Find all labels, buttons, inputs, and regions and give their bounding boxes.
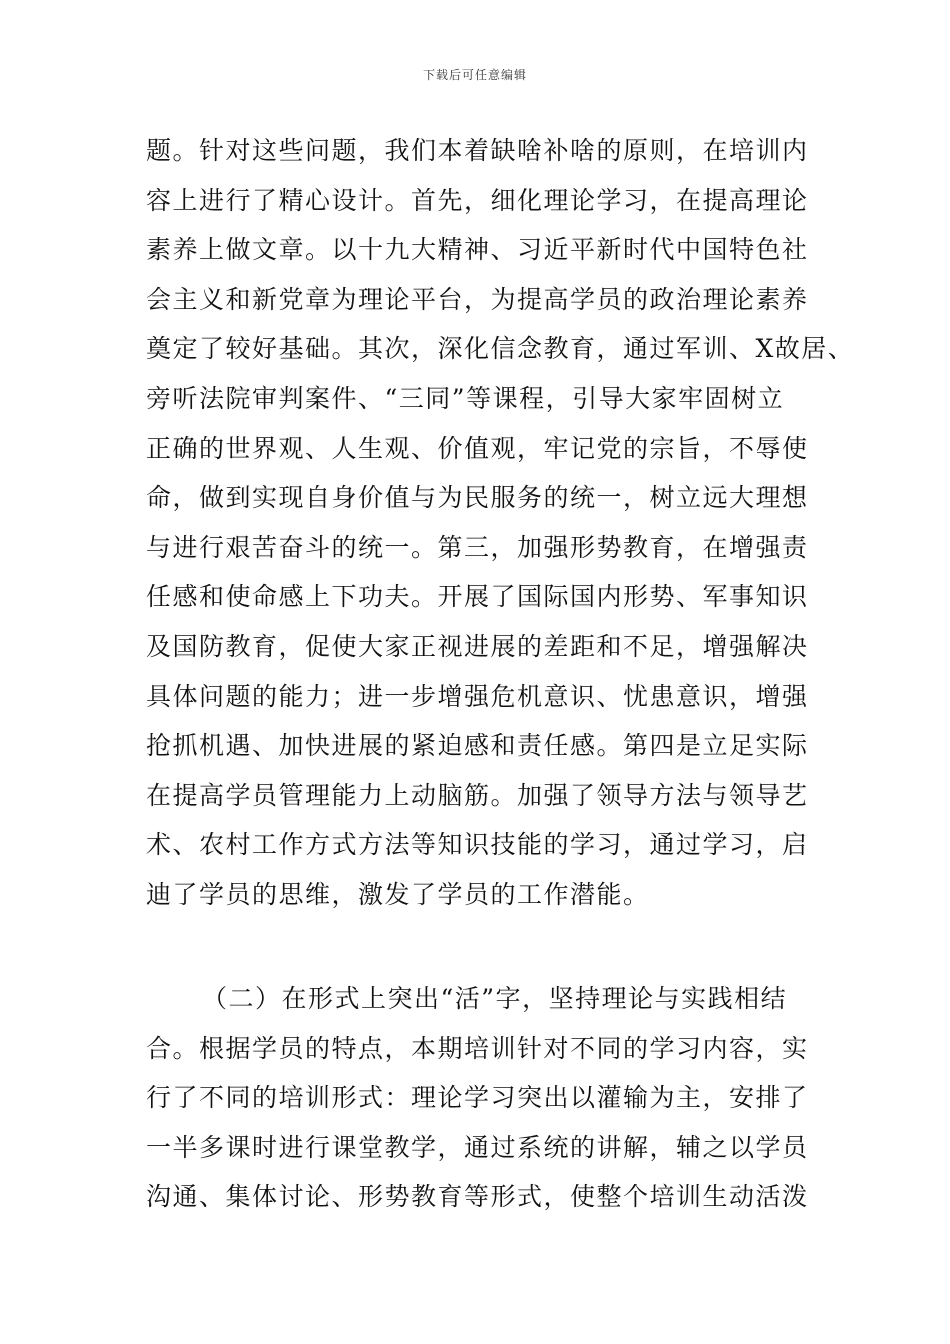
text-line: 一半多课时进行课堂教学，通过系统的讲解，辅之以学员	[146, 1132, 809, 1162]
text-line: 旁听法院审判案件、“三同”等课程，引导大家牢固树立	[146, 383, 785, 413]
text-line: （二）在形式上突出“活”字，坚持理论与实践相结	[202, 984, 788, 1013]
text-line: 迪了学员的思维，激发了学员的工作潜能。	[146, 879, 650, 909]
text-line: 命，做到实现自身价值与为民服务的统一，树立远大理想	[146, 483, 809, 513]
text-line: 容上进行了精心设计。首先，细化理论学习，在提高理论	[146, 185, 809, 215]
text-line: 及国防教育，促使大家正视进展的差距和不足，增强解决	[146, 631, 809, 661]
text-line: 抢抓机遇、加快进展的紧迫感和责任感。第四是立足实际	[146, 731, 809, 761]
header-note: 下载后可任意编辑	[422, 68, 527, 82]
text-line: 合。根据学员的特点，本期培训针对不同的学习内容，实	[146, 1033, 809, 1063]
text-line: 术、农村工作方式方法等知识技能的学习，通过学习，启	[146, 830, 809, 860]
text-line: 在提高学员管理能力上动脑筋。加强了领导方法与领导艺	[146, 780, 809, 810]
text-line: 奠定了较好基础。其次，深化信念教育，通过军训、X故居、	[146, 334, 855, 364]
text-line: 具体问题的能力；进一步增强危机意识、忧患意识，增强	[146, 681, 809, 711]
text-line: 题。针对这些问题，我们本着缺啥补啥的原则，在培训内	[146, 136, 809, 165]
text-line: 任感和使命感上下功夫。开展了国际国内形势、军事知识	[146, 582, 809, 612]
text-line: 行了不同的培训形式：理论学习突出以灌输为主，安排了	[146, 1083, 809, 1113]
paragraph-1	[146, 126, 855, 920]
text-line: 正确的世界观、人生观、价值观，牢记党的宗旨，不辱使	[146, 433, 809, 463]
text-line: 与进行艰苦奋斗的统一。第三，加强形势教育，在增强责	[146, 532, 809, 562]
text-line: 沟通、集体讨论、形势教育等形式，使整个培训生动活泼	[146, 1182, 809, 1212]
text-line: 会主义和新党章为理论平台，为提高学员的政治理论素养	[146, 284, 809, 314]
paragraph-2	[146, 974, 816, 1222]
text-line: 素养上做文章。以十九大精神、习近平新时代中国特色社	[146, 235, 809, 265]
